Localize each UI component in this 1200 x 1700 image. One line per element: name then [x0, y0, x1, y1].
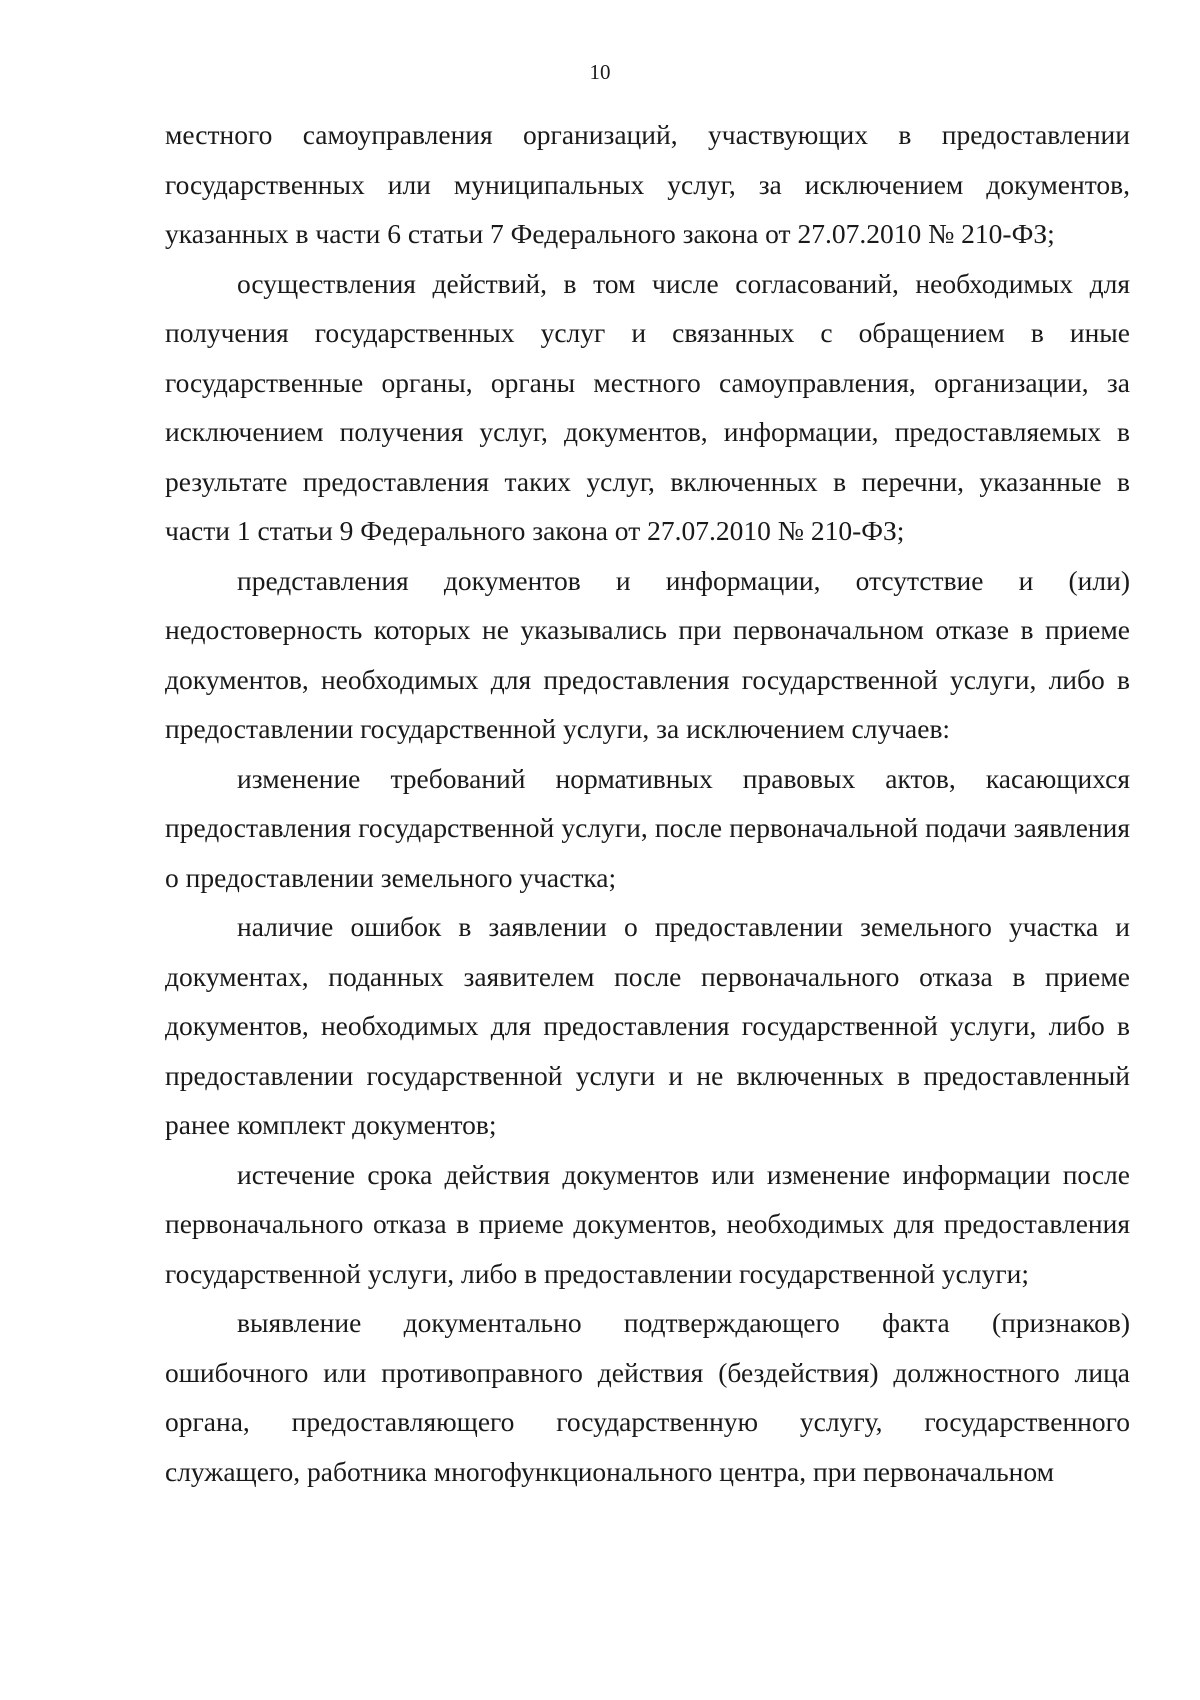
paragraph-2: осуществления действий, в том числе согласований, необходимых для получения государственных услуг и связанных с обращением в иные государственные органы, органы местного самоуправления, организации, за исключением получения услуг, документов, информации, предоставляемых в результате предоставления таких услуг, включенных в перечни, указанные в части 1 статьи 9 Федерального закона от 27.07.2010 № 210-ФЗ;: [165, 267, 1130, 546]
paragraph-3: представления документов и информации, отсутствие и (или) недостоверность которых не указывались при первоначальном отказе в приеме документов, необходимых для предоставления государственной услуги, либо в предоставлении государственной услуги, за исключением случаев:: [165, 564, 1130, 744]
paragraph-1: местного самоуправления организаций, участвующих в предоставлении государственных или муниципальных услуг, за исключением документов, указанных в части 6 статьи 7 Федерального закона от 27.07.2010 № 210-ФЗ;: [165, 119, 1130, 249]
paragraph-6: истечение срока действия документов или изменение информации после первоначального отказа в приеме документов, необходимых для предоставления государственной услуги, либо в предоставлении государственной услуги;: [165, 1158, 1130, 1289]
document-body: [165, 110, 1130, 1496]
page-number: 10: [589, 60, 611, 84]
paragraph-4: изменение требований нормативных правовых актов, касающихся предоставления государственной услуги, после первоначальной подачи заявления о предоставлении земельного участка;: [165, 762, 1130, 893]
paragraph-7: выявление документально подтверждающего факта (признаков) ошибочного или противоправного действия (бездействия) должностного лица органа, предоставляющего государственную услугу, государственного служащего, работника многофункционального центра, при первоначальном: [165, 1307, 1130, 1487]
paragraph-5: наличие ошибок в заявлении о предоставлении земельного участка и документах, поданных заявителем после первоначального отказа в приеме документов, необходимых для предоставления государственной услуги, либо в предоставлении государственной услуги и не включенных в предоставленный ранее комплект документов;: [165, 911, 1130, 1140]
